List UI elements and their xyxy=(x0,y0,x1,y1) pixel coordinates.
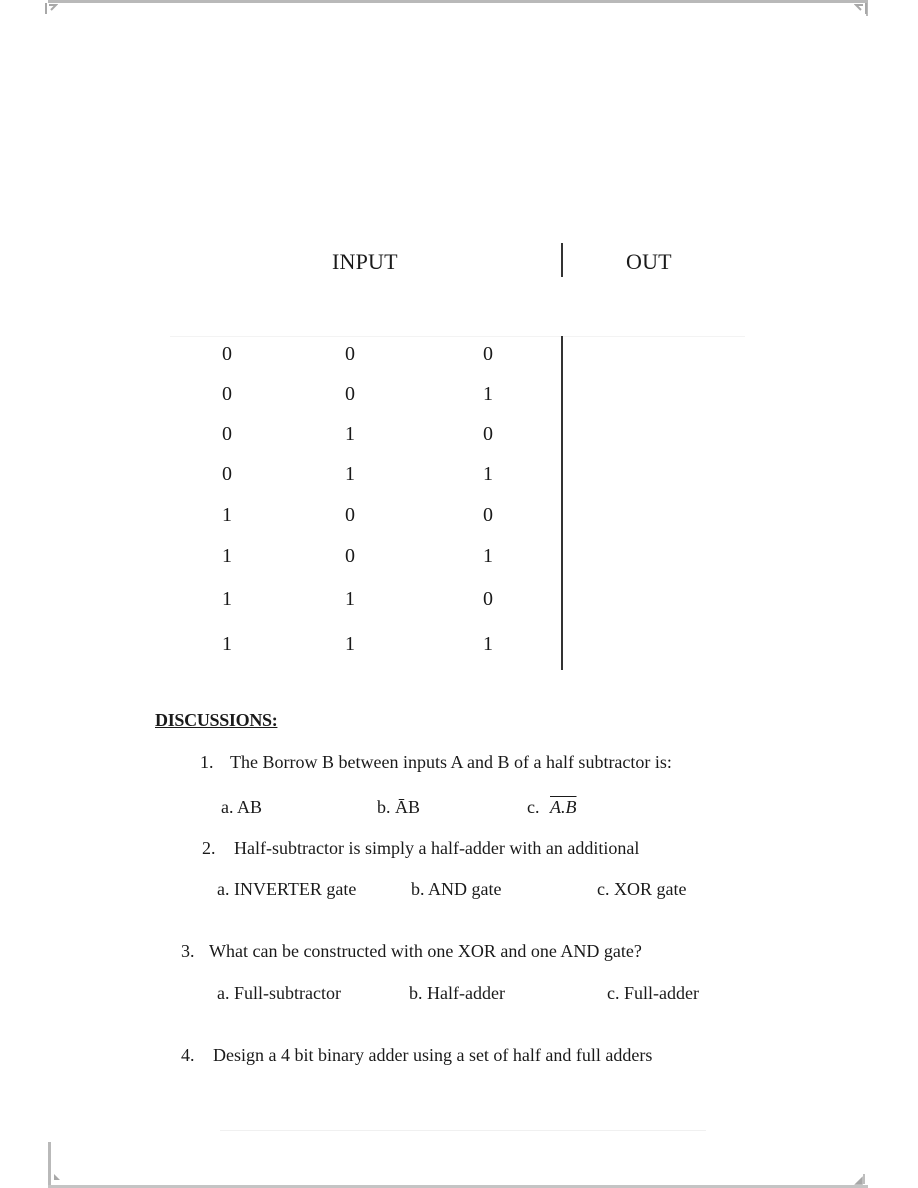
table-cell: 1 xyxy=(222,588,232,610)
question-number: 3. xyxy=(181,941,195,961)
corner-mark-icon xyxy=(854,2,868,16)
question-4 xyxy=(181,1045,652,1066)
table-cell: 1 xyxy=(483,633,493,655)
table-cell: 1 xyxy=(345,588,355,610)
question-text: What can be constructed with one XOR and one AND gate? xyxy=(209,941,642,961)
corner-mark-icon xyxy=(852,1172,866,1186)
table-cell: 0 xyxy=(222,423,232,445)
table-cell: 1 xyxy=(345,423,355,445)
page-frame-top xyxy=(48,0,868,3)
question-text: Half-subtractor is simply a half-adder with an additional xyxy=(234,838,640,858)
table-cell: 0 xyxy=(222,343,232,365)
table-cell: 1 xyxy=(483,383,493,405)
page-frame-left xyxy=(48,1142,51,1188)
option-a: a. AB xyxy=(221,797,263,817)
corner-mark-icon xyxy=(44,2,58,16)
table-cell: 0 xyxy=(345,504,355,526)
table-cell: 1 xyxy=(222,545,232,567)
question-1 xyxy=(200,752,672,773)
table-cell: 0 xyxy=(222,383,232,405)
question-text: The Borrow B between inputs A and B of a half subtractor is: xyxy=(230,752,672,772)
option-c-label: c. xyxy=(527,797,540,817)
discussions-title: DISCUSSIONS: xyxy=(155,710,278,730)
question-number: 2. xyxy=(202,838,216,858)
option-a: a. Full-subtractor xyxy=(217,983,341,1003)
table-cell: 1 xyxy=(483,463,493,485)
table-row xyxy=(0,343,918,369)
table-cell: 1 xyxy=(345,463,355,485)
table-row xyxy=(0,633,918,659)
option-c: c. Full-adder xyxy=(607,983,699,1003)
option-b: b. ĀB xyxy=(377,797,421,817)
table-cell: 0 xyxy=(222,463,232,485)
question-3 xyxy=(181,941,642,962)
table-cell: 0 xyxy=(345,383,355,405)
table-row xyxy=(0,504,918,530)
table-cell: 1 xyxy=(345,633,355,655)
option-c-expression: A.B xyxy=(550,797,577,817)
table-cell: 0 xyxy=(345,545,355,567)
table-top-rule xyxy=(170,336,745,337)
table-row xyxy=(0,545,918,571)
question-number: 1. xyxy=(200,752,214,772)
table-row xyxy=(0,383,918,409)
option-a: a. INVERTER gate xyxy=(217,879,357,899)
faint-rule xyxy=(220,1130,706,1131)
table-cell: 1 xyxy=(483,545,493,567)
table-row xyxy=(0,463,918,489)
table-cell: 0 xyxy=(483,504,493,526)
table-header-input: INPUT xyxy=(332,249,398,274)
table-header-output: OUT xyxy=(626,249,672,274)
table-cell: 1 xyxy=(222,633,232,655)
corner-mark-icon xyxy=(52,1172,66,1186)
option-b: b. Half-adder xyxy=(409,983,505,1003)
option-b: b. AND gate xyxy=(411,879,502,899)
table-cell: 0 xyxy=(483,343,493,365)
question-2 xyxy=(202,838,639,859)
table-cell: 1 xyxy=(222,504,232,526)
table-cell: 0 xyxy=(483,423,493,445)
header-divider xyxy=(561,243,563,277)
option-c: c. XOR gate xyxy=(597,879,687,899)
table-cell: 0 xyxy=(345,343,355,365)
option-c xyxy=(527,797,577,818)
table-row xyxy=(0,423,918,449)
table-cell: 0 xyxy=(483,588,493,610)
question-number: 4. xyxy=(181,1045,195,1065)
table-row xyxy=(0,588,918,614)
question-text: Design a 4 bit binary adder using a set of half and full adders xyxy=(213,1045,653,1065)
